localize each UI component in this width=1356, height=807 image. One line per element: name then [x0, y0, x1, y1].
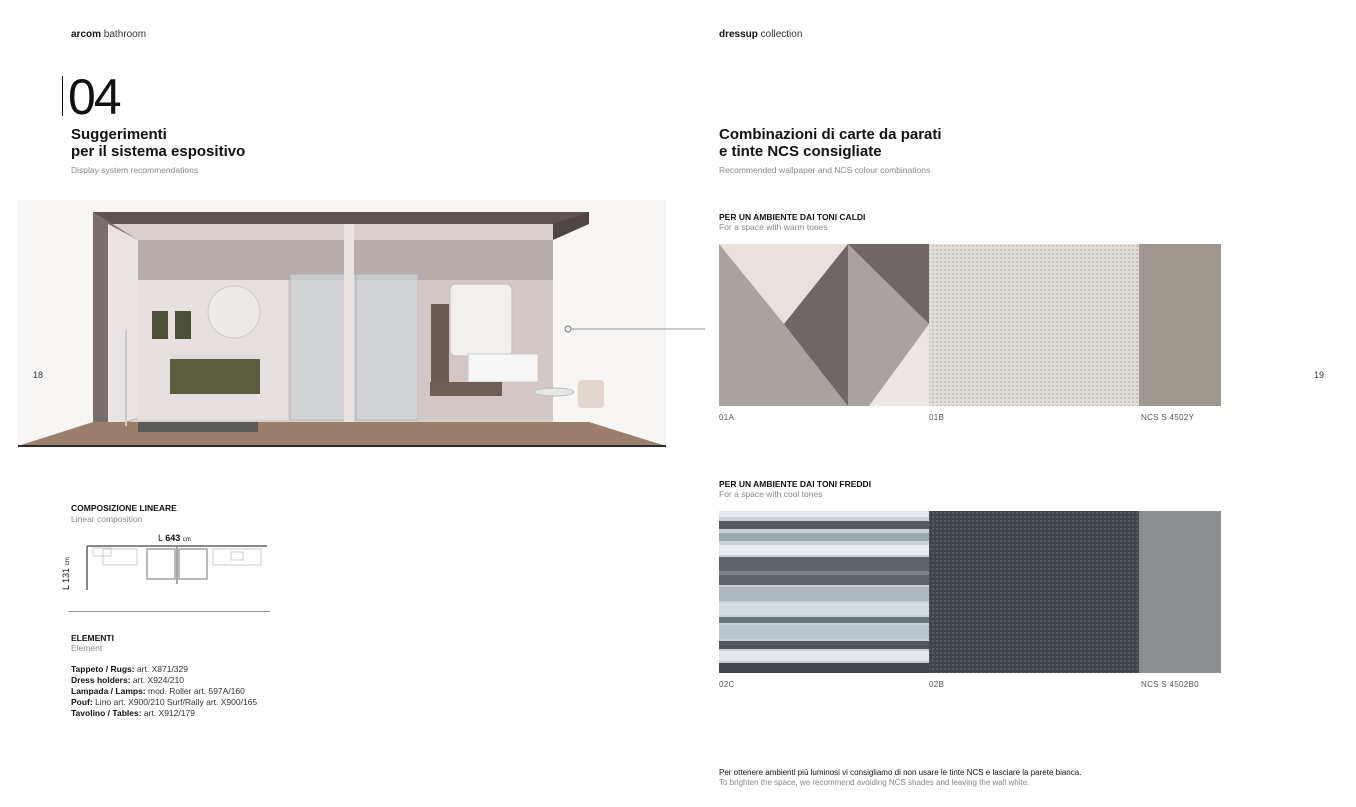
list-item [71, 664, 257, 675]
chapter-bar [62, 76, 63, 116]
warm-label-1: 01A [719, 413, 735, 422]
width-prefix: L [158, 533, 163, 543]
list-item [71, 675, 257, 686]
width-unit: cm [182, 537, 191, 543]
composition-subtitle: Linear composition [71, 514, 143, 524]
warm-label-3: NCS S 4502Y [1141, 413, 1195, 422]
item-detail: mod. Roller art. 597A/160 [145, 686, 245, 696]
elements-title: ELEMENTI [71, 633, 114, 643]
left-title-line1: Suggerimenti [71, 126, 167, 143]
item-name: Pouf: [71, 697, 93, 707]
left-subtitle: Display system recommendations [71, 165, 199, 175]
item-detail: art. X924/210 [130, 675, 184, 685]
composition-plan-diagram [85, 544, 269, 594]
item-name: Tavolino / Tables: [71, 708, 142, 718]
swatch-01a [719, 244, 929, 406]
right-header [719, 29, 802, 40]
right-subtitle: Recommended wallpaper and NCS colour combinations [719, 165, 931, 175]
swatch-02b [929, 511, 1139, 673]
list-item [71, 708, 257, 719]
chapter-number: 04 [68, 69, 120, 125]
item-detail: Lino art. X900/210 Surf/Rally art. X900/165 [92, 697, 258, 707]
composition-title: COMPOSIZIONE LINEARE [71, 503, 177, 513]
elements-list [71, 664, 257, 719]
list-item [71, 686, 257, 697]
cool-subtitle: For a space with cool tones [719, 489, 823, 499]
left-header-brand: arcom [71, 29, 102, 40]
right-header-rest: collection [757, 29, 803, 40]
cool-label-2: 02B [929, 680, 945, 689]
right-title [719, 126, 942, 160]
left-title [71, 126, 245, 160]
swatch-ncs-warm [1139, 244, 1221, 406]
right-page-number: 19 [1314, 370, 1325, 380]
left-title-line2: per il sistema espositivo [71, 143, 246, 160]
composition-width-label [158, 533, 191, 543]
warm-label-2: 01B [929, 413, 945, 422]
cool-label-3: NCS S 4502B0 [1141, 680, 1199, 689]
cool-title: PER UN AMBIENTE DAI TONI FREDDI [719, 479, 872, 489]
list-item [71, 697, 257, 708]
warm-title: PER UN AMBIENTE DAI TONI CALDI [719, 212, 866, 222]
note-english: To brighten the space, we recommend avoiding NCS shades and leaving the wall white. [719, 778, 1030, 787]
right-header-brand: dressup [719, 29, 758, 40]
connector-line [563, 324, 708, 334]
swatch-01b [929, 244, 1139, 406]
height-value: L 131 [61, 567, 71, 590]
composition-divider [68, 611, 270, 612]
elements-subtitle: Element [71, 643, 103, 653]
item-detail: art. X912/179 [141, 708, 195, 718]
item-name: Lampada / Lamps: [71, 686, 146, 696]
warm-subtitle: For a space with warm tones [719, 222, 828, 232]
item-name: Dress holders: [71, 675, 131, 685]
left-header-rest: bathroom [101, 29, 147, 40]
cool-label-1: 02C [719, 680, 735, 689]
item-name: Tappeto / Rugs: [71, 664, 135, 674]
swatch-ncs-cool [1139, 511, 1221, 673]
height-unit: cm [65, 557, 71, 566]
left-header [71, 29, 146, 40]
warm-swatches [719, 244, 1221, 406]
right-title-line1: Combinazioni di carte da parati [719, 126, 942, 143]
width-value: 643 [165, 533, 181, 543]
cool-swatches [719, 511, 1221, 673]
right-title-line2: e tinte NCS consigliate [719, 143, 882, 160]
swatch-02c [719, 511, 929, 673]
left-page-number: 18 [33, 370, 44, 380]
note-italian: Per ottenere ambienti più luminosi vi consigliamo di non usare le tinte NCS e lasciare la parete bianca. [719, 768, 1082, 777]
item-detail: art. X871/329 [134, 664, 188, 674]
composition-height-label [61, 557, 71, 590]
